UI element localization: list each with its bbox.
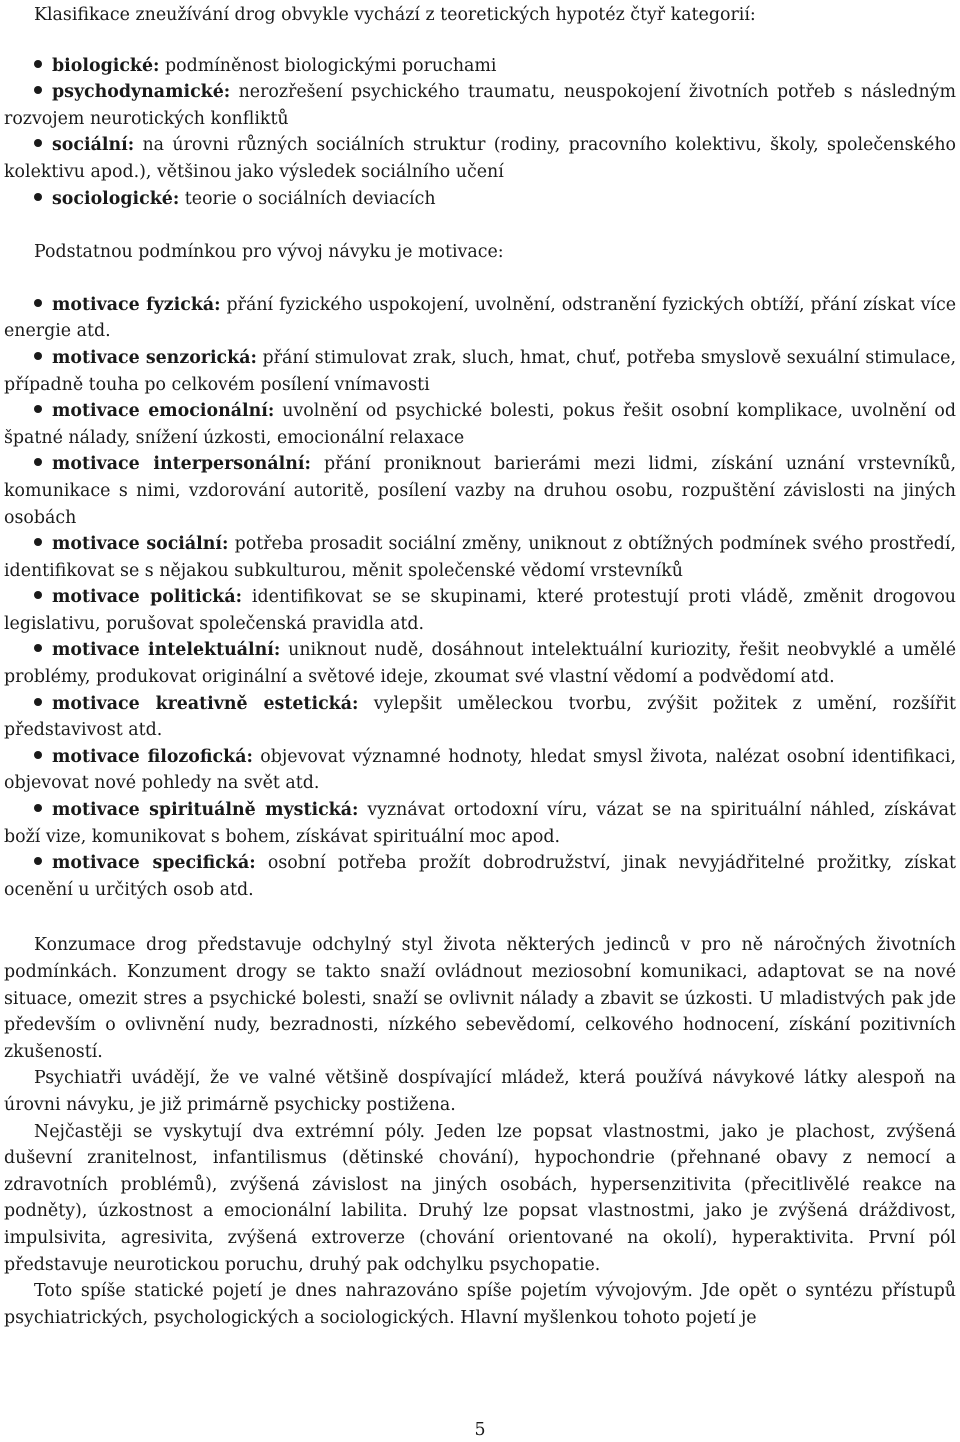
bullet-icon bbox=[34, 751, 42, 759]
bullet-icon bbox=[34, 538, 42, 546]
list-item-text: uniknout nudě, dosáhnout intelektuální kuriozity, řešit neobvyklé a umělé problémy, produkovat originální a světové ideje, zkoumat své vlastní vědomí a podvědomí atd. bbox=[4, 640, 956, 688]
list-item-text: přání proniknout barierámi mezi lidmi, získání uznání vrstevníků, komunikace s nimi, vzdorování autoritě, posílení vazby na druhou osobu, rozpuštění závislosti na jiných osobách bbox=[4, 454, 956, 528]
list-item-text: identifikovat se se skupinami, které protestují proti vládě, změnit drogovou legislativu, porušovat společenská pravidla atd. bbox=[4, 587, 956, 634]
list-item-term: motivace intelektuální: bbox=[52, 640, 281, 661]
bullet-icon bbox=[34, 299, 42, 307]
list-item bbox=[4, 797, 956, 850]
list-item-term: motivace sociální: bbox=[52, 534, 229, 555]
bullet-icon bbox=[34, 405, 42, 413]
bullet-icon bbox=[34, 804, 42, 812]
body-paragraph: Toto spíše statické pojetí je dnes nahrazováno spíše pojetím vývojovým. Jde opět o syntézu přístupů psychiatrických, psychologických a sociologických. Hlavní myšlenkou tohoto pojetí je bbox=[4, 1281, 956, 1328]
list-item-term: motivace filozofická: bbox=[52, 746, 253, 767]
bullet-icon bbox=[34, 857, 42, 865]
list-item-term: motivace emocionální: bbox=[52, 401, 275, 422]
list-item bbox=[4, 345, 956, 398]
list-item-text: přání fyzického uspokojení, uvolnění, odstranění fyzických obtíží, přání získat více energie atd. bbox=[4, 294, 956, 342]
page-number: 5 bbox=[474, 1420, 486, 1440]
list-item-text: na úrovni různých sociálních struktur (rodiny, pracovního kolektivu, školy, společenského kolektivu apod.), většinou jako výsledek sociálního učení bbox=[4, 135, 956, 182]
list-item-term: motivace senzorická: bbox=[52, 347, 257, 368]
list-item bbox=[4, 132, 956, 185]
list-item bbox=[4, 292, 956, 345]
list-item bbox=[4, 79, 956, 132]
bullet-icon bbox=[34, 139, 42, 147]
intro-paragraph: Klasifikace zneužívání drog obvykle vychází z teoretických hypotéz čtyř kategorií: bbox=[34, 5, 756, 25]
body-paragraph: Nejčastěji se vyskytují dva extrémní póly. Jeden lze popsat vlastnostmi, jako je plachost, zvýšená duševní zranitelnost, infantilismus (dětinské chování), hypochondrie (přehnané obavy z nemocí a zdravotních problémů), zvýšená závislost na jiných osobách, hypersenzitivita (přecitlivělé reakce na podněty), úzkostnost a emocionální labilita. Druhý lze popsat vlastnostmi, jako je zvýšená dráždivost, impulsivita, agresivita, zvýšená extroverze (chování orientované na okolí), hyperaktivita. První pól představuje neurotickou poruchu, druhý pak odchylku psychopatie. bbox=[4, 1121, 956, 1275]
list-item bbox=[4, 53, 956, 80]
list-item-term: motivace politická: bbox=[52, 587, 243, 608]
list-item bbox=[4, 451, 956, 531]
list-item-term: motivace specifická: bbox=[52, 853, 256, 874]
list-item bbox=[4, 637, 956, 690]
list-item bbox=[4, 691, 956, 744]
body-paragraph: Psychiatři uvádějí, že ve valné většině dospívající mládež, která používá návykové látky alespoň na úrovni návyku, je již primárně psychicky postižena. bbox=[4, 1068, 956, 1115]
list-item-text: osobní potřeba prožít dobrodružství, jinak nevyjádřitelné prožitky, získat ocenění u určitých osob atd. bbox=[4, 853, 956, 900]
list-item-text: přání stimulovat zrak, sluch, hmat, chuť, potřeba smyslově sexuální stimulace, případně touha po celkovém posílení vnímavosti bbox=[4, 347, 956, 395]
list-item-term: biologické: bbox=[52, 55, 160, 76]
list-item-text: vylepšit uměleckou tvorbu, zvýšit požitek z umění, rozšířit představivost atd. bbox=[4, 693, 956, 741]
category-list bbox=[4, 53, 956, 213]
list-item-text: uvolnění od psychické bolesti, pokus řešit osobní komplikace, uvolnění od špatné nálady, snížení úzkosti, emocionální relaxace bbox=[4, 401, 956, 448]
list-item-text: teorie o sociálních deviacích bbox=[179, 188, 436, 209]
bullet-icon bbox=[34, 60, 42, 68]
list-item bbox=[4, 584, 956, 637]
list-item bbox=[4, 744, 956, 797]
list-item-term: motivace fyzická: bbox=[52, 294, 221, 315]
list-item-text: podmíněnost biologickými poruchami bbox=[159, 55, 497, 76]
list-item-term: sociální: bbox=[52, 135, 135, 156]
list-item-term: motivace kreativně estetická: bbox=[52, 693, 359, 714]
list-item-text: potřeba prosadit sociální změny, uniknout z obtížných podmínek svého prostředí, identifikovat se s nějakou subkulturou, měnit společenské vědomí vrstevníků bbox=[4, 534, 956, 581]
list-item bbox=[4, 850, 956, 903]
list-item-text: objevovat významné hodnoty, hledat smysl života, nalézat osobní identifikaci, objevovat nové pohledy na svět atd. bbox=[4, 746, 956, 794]
body-paragraph: Konzumace drog představuje odchylný styl života některých jedinců v pro ně náročných životních podmínkách. Konzument drogy se takto snaží ovládnout meziosobní komunikaci, adaptovat se na nové situace, omezit stres a psychické bolesti, snaží se ovlivnit nálady a zbavit se úzkosti. U mladistvých pak jde především o ovlivnění nudy, bezradnosti, nízkého sebevědomí, celkového hodnocení, získání pozitivních zkušeností. bbox=[4, 935, 956, 1062]
bullet-icon bbox=[34, 591, 42, 599]
bullet-icon bbox=[34, 698, 42, 706]
bullet-icon bbox=[34, 458, 42, 466]
motivation-list bbox=[4, 292, 956, 904]
motivation-intro: Podstatnou podmínkou pro vývoj návyku je motivace: bbox=[34, 242, 504, 263]
bullet-icon bbox=[34, 86, 42, 94]
list-item bbox=[4, 398, 956, 451]
bullet-icon bbox=[34, 644, 42, 652]
bullet-icon bbox=[34, 352, 42, 360]
list-item-term: sociologické: bbox=[52, 188, 180, 209]
list-item bbox=[4, 186, 956, 213]
list-item-text: nerozřešení psychického traumatu, neuspokojení životních potřeb s následným rozvojem neurotických konfliktů bbox=[4, 82, 956, 129]
list-item bbox=[4, 531, 956, 584]
list-item-term: motivace interpersonální: bbox=[52, 454, 311, 475]
list-item-term: psychodynamické: bbox=[52, 82, 231, 103]
list-item-term: motivace spirituálně mystická: bbox=[52, 800, 359, 821]
bullet-icon bbox=[34, 193, 42, 201]
list-item-text: vyznávat ortodoxní víru, vázat se na spirituální náhled, získávat boží vize, komunikovat s bohem, získávat spirituální moc apod. bbox=[4, 800, 956, 847]
